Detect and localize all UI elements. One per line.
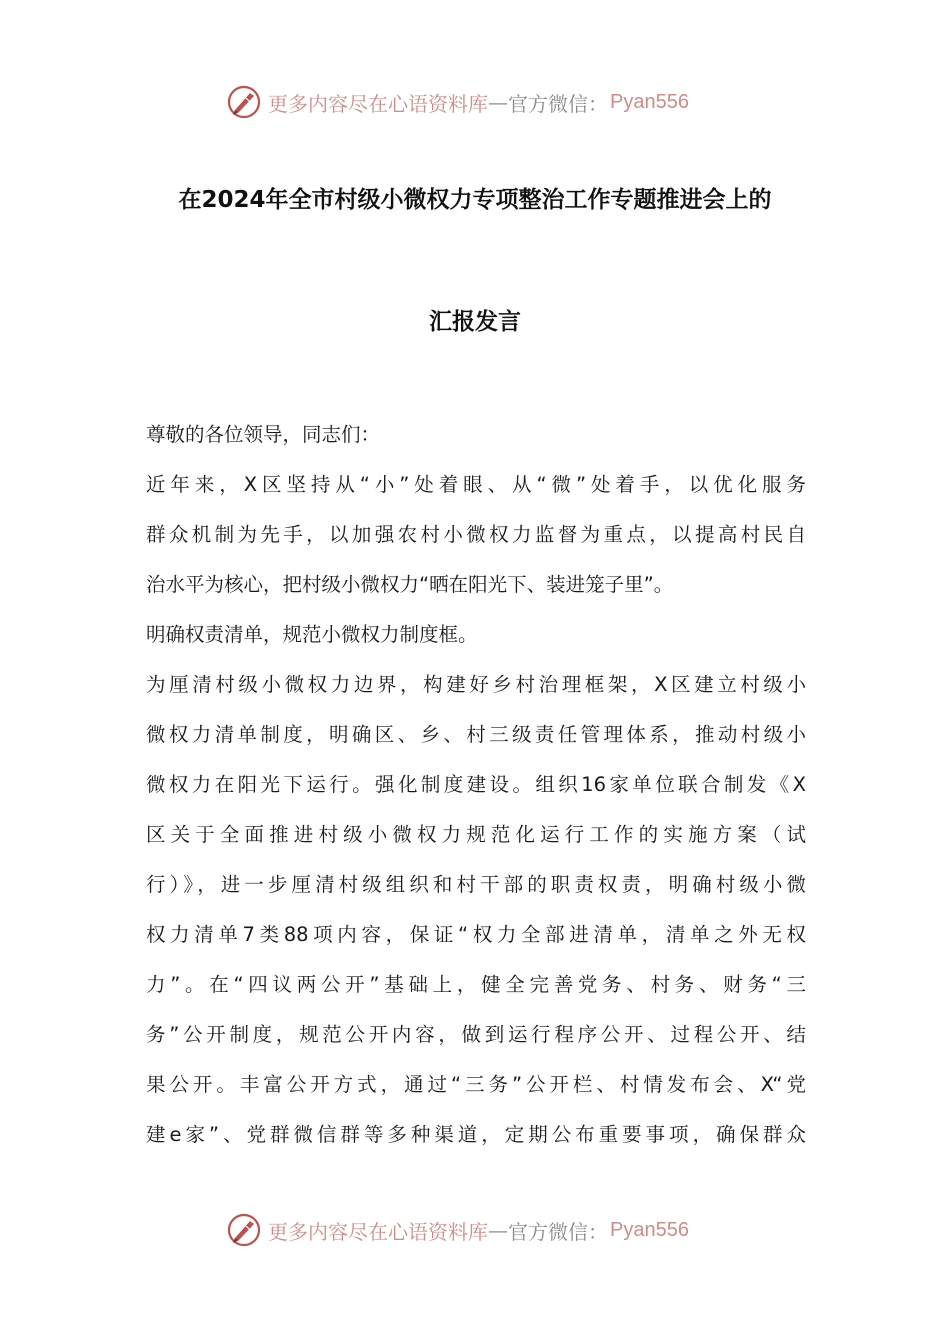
document-title-line-2: 汇报发言 bbox=[429, 309, 521, 335]
body-line: 治水平为核心，把村级小微权力“晒在阳光下、装进笼子里”。 bbox=[146, 573, 674, 596]
body-line: 明确权责清单，规范小微权力制度框。 bbox=[146, 623, 478, 646]
watermark-slogan: 更多内容尽在心语资料库 bbox=[268, 91, 488, 116]
body-line: 果公开。丰富公开方式，通过“三务”公开栏、村情发布会、X“党 bbox=[146, 1073, 806, 1096]
watermark-dash: — bbox=[488, 1218, 508, 1242]
watermark-wechat-id: Pyan556 bbox=[610, 90, 689, 113]
pen-circle-logo-icon bbox=[226, 84, 262, 120]
body-line: 群众机制为先手，以加强农村小微权力监督为重点，以提高村民自 bbox=[146, 523, 806, 546]
document-title-line-1: 在2024年全市村级小微权力专项整治工作专题推进会上的 bbox=[178, 187, 772, 213]
header-watermark-banner bbox=[226, 82, 689, 122]
body-line: 近年来，X区坚持从“小”处着眼、从“微”处着手，以优化服务 bbox=[146, 473, 806, 496]
pen-circle-logo-icon bbox=[226, 1212, 262, 1248]
body-line: 尊敬的各位领导，同志们： bbox=[146, 423, 381, 446]
body-line: 为厘清村级小微权力边界，构建好乡村治理框架，X区建立村级小 bbox=[146, 673, 806, 696]
watermark-wechat-id: Pyan556 bbox=[610, 1218, 689, 1241]
body-line: 微权力清单制度，明确区、乡、村三级责任管理体系，推动村级小 bbox=[146, 723, 806, 746]
watermark-dash: — bbox=[488, 90, 508, 114]
body-line: 区关于全面推进村级小微权力规范化运行工作的实施方案（试 bbox=[146, 823, 806, 846]
body-line: 建e家”、党群微信群等多种渠道，定期公布重要事项，确保群众 bbox=[146, 1123, 806, 1146]
body-line: 务”公开制度，规范公开内容，做到运行程序公开、过程公开、结 bbox=[146, 1023, 806, 1046]
body-line: 行）》，进一步厘清村级组织和村干部的职责权责，明确村级小微 bbox=[146, 873, 806, 896]
watermark-wechat-label: 官方微信： bbox=[508, 1219, 608, 1244]
body-line: 力”。在“四议两公开”基础上，健全完善党务、村务、财务“三 bbox=[146, 973, 806, 996]
watermark-wechat-label: 官方微信： bbox=[508, 91, 608, 116]
watermark-slogan: 更多内容尽在心语资料库 bbox=[268, 1219, 488, 1244]
body-line: 微权力在阳光下运行。强化制度建设。组织16家单位联合制发《X bbox=[146, 773, 806, 796]
document-body bbox=[146, 410, 806, 1160]
body-line: 权力清单7类88项内容，保证“权力全部进清单，清单之外无权 bbox=[146, 923, 806, 946]
footer-watermark-banner bbox=[226, 1210, 689, 1250]
